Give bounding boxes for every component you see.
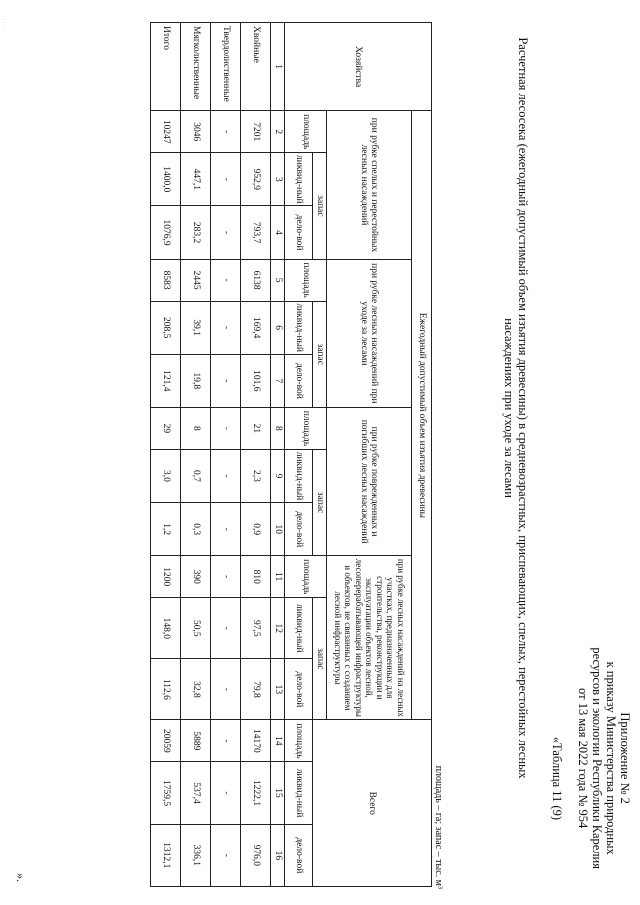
table-cell: 1400,0 [151,153,181,206]
table-cell: 1,2 [151,503,181,556]
table-cell: - [211,598,241,659]
table-row [151,23,181,887]
header-liquid-total: ликвид-ный [285,762,313,824]
table-cell: 148,0 [151,598,181,659]
header-business-1: дело-вой [285,206,313,259]
table-cell: - [211,354,241,407]
table-cell: 97,5 [241,598,271,659]
table-cell: 14170 [241,720,271,762]
table-cell: 121,4 [151,354,181,407]
closing-quote: ». [14,873,28,882]
table-cell: 39,1 [181,301,211,354]
table-cell: 7201 [241,111,271,153]
header-area-3: площадь [285,407,327,449]
row-label: Итого [151,23,181,111]
table-cell: 1759,5 [151,762,181,824]
col-num: 8 [271,407,285,449]
col-num: 16 [271,824,285,886]
header-stock-4: запас [313,598,327,720]
table-cell: 3,0 [151,449,181,502]
header-annual-volume: Ежегодный допустимый объем изъятия древесины [412,111,432,720]
units-note: площадь – га; запас – тыс. м³ [433,765,444,889]
header-business-2: дело-вой [285,354,313,407]
col-num: 3 [271,153,285,206]
table-cell: - [211,556,241,598]
table-cell: - [211,111,241,153]
header-liquid-4: ликвид-ный [285,598,313,659]
table-row [241,23,271,887]
header-liquid-3: ликвид-ный [285,449,313,502]
table-cell: 32,8 [181,659,211,720]
table-cell: 8583 [151,259,181,301]
row-label: Твердолиственные [211,23,241,111]
table-cell: 2,3 [241,449,271,502]
title-line-1: Расчетная лесосека (ежегодный допустимый объем изъятия древесины) в средневозрастных, приспевающих, спелых, перестойных лесных [516,37,530,779]
table-cell: 5889 [181,720,211,762]
col-num: 4 [271,206,285,259]
table-row [211,23,241,887]
table-cell: - [211,449,241,502]
table-reference: «Таблица 11 (9) [550,736,564,820]
column-number-row [271,23,285,887]
header-stock-1: запас [313,153,327,259]
table-cell: 3046 [181,111,211,153]
col-num: 9 [271,449,285,502]
table-cell: 79,8 [241,659,271,720]
col-num: 1 [271,23,285,111]
header-area-1: площадь [285,111,327,153]
table-cell: 1222,1 [241,762,271,824]
header-liquid-2: ликвид-ный [285,301,313,354]
header-line-2: к приказу Министерства природных [604,661,618,855]
allowable-cut-table [151,22,433,887]
row-label: Мягколиственные [181,23,211,111]
table-cell: 169,4 [241,301,271,354]
table-cell: 20059 [151,720,181,762]
table-cell: 537,4 [181,762,211,824]
document-title [502,18,530,798]
table-cell: 0,3 [181,503,211,556]
table-cell: 8 [181,407,211,449]
title-line-2: насаждениях при уходе за лесами [502,318,516,498]
header-business-3: дело-вой [285,503,313,556]
col-num: 14 [271,720,285,762]
table-cell: 793,7 [241,206,271,259]
table-cell: 50,5 [181,598,211,659]
table-cell: 101,6 [241,354,271,407]
table-cell: 10247 [151,111,181,153]
appendix-header [576,647,632,869]
header-group-care: при рубке лесных насаждений при уходе за лесами [327,259,412,407]
header-line-4: от 13 мая 2022 года № 954 [576,688,590,829]
page-mark: · · · [0,18,6,27]
header-group-mature: при рубке спелых и перестойных лесных насаждений [327,111,412,259]
table-cell: - [211,659,241,720]
header-business-4: дело-вой [285,659,313,720]
table-cell: 447,1 [181,153,211,206]
row-label: Хвойные [241,23,271,111]
table-cell: 6138 [241,259,271,301]
table-cell: 0,9 [241,503,271,556]
table-cell: 1076,9 [151,206,181,259]
table-cell: 1200 [151,556,181,598]
header-farms: Хозяйства [285,23,432,111]
header-liquid-1: ликвид-ный [285,153,313,206]
table-cell: 21 [241,407,271,449]
table-cell: 112,6 [151,659,181,720]
header-line-1: Приложение № 2 [618,712,632,804]
table-cell: 283,2 [181,206,211,259]
table-cell: 1312,1 [151,824,181,886]
header-group-damaged: при рубке поврежденных и погибших лесных насаждений [327,407,412,555]
header-area-2: площадь [285,259,327,301]
table-cell: 208,5 [151,301,181,354]
table-cell: 19,8 [181,354,211,407]
table-body [151,23,271,887]
col-num: 13 [271,659,285,720]
col-num: 11 [271,556,285,598]
table-cell: - [211,503,241,556]
table-cell: - [211,407,241,449]
header-area-4: площадь [285,556,327,598]
table-cell: 29 [151,407,181,449]
header-business-total: дело-вой [285,824,313,886]
col-num: 6 [271,301,285,354]
col-num: 5 [271,259,285,301]
header-area-total: площадь [285,720,313,762]
table-cell: 810 [241,556,271,598]
table-cell: - [211,762,241,824]
table-cell: 0,7 [181,449,211,502]
table-cell: 952,9 [241,153,271,206]
table-cell: - [211,259,241,301]
header-stock-3: запас [313,449,327,555]
col-num: 15 [271,762,285,824]
header-line-3: ресурсов и экологии Республики Карелия [590,647,604,869]
table-cell: - [211,824,241,886]
table-cell: - [211,301,241,354]
header-stock-2: запас [313,301,327,407]
header-group-infrastructure: при рубке лесных насаждений на лесных участках, предназначенных для строительства, реконструкции и эксплуатации объектов лесной, лесоперерабатывающей инфраструктуры и объектов, не связанных с созданием лесной инфраструктуры [327,556,412,720]
col-num: 10 [271,503,285,556]
table-row [181,23,211,887]
col-num: 12 [271,598,285,659]
col-num: 7 [271,354,285,407]
table-cell: 390 [181,556,211,598]
table-cell: - [211,720,241,762]
table-cell: 336,1 [181,824,211,886]
table-cell: - [211,206,241,259]
table-cell: 2445 [181,259,211,301]
table-cell: 976,0 [241,824,271,886]
col-num: 2 [271,111,285,153]
header-total: Всего [313,720,432,887]
table-cell: - [211,153,241,206]
